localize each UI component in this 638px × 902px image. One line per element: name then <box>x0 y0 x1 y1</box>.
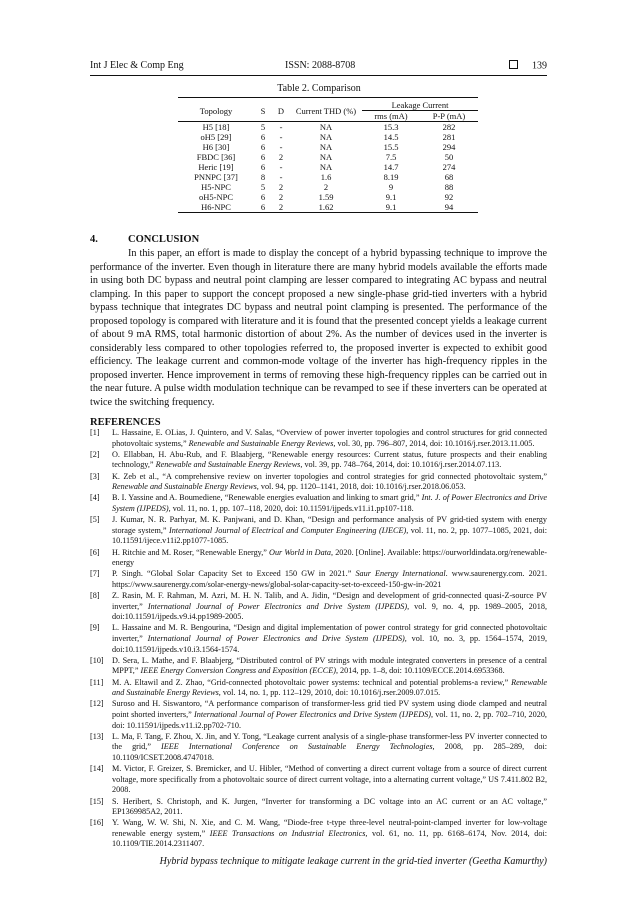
reference-number: [14] <box>90 764 104 774</box>
reference-text: Z. Rasin, M. F. Rahman, M. Azri, M. H. N. Talib, and A. Jidin, “Design and development of grid-connected quasi-Z-source PV inverter,” <box>112 591 547 611</box>
reference-number: [10] <box>90 655 104 665</box>
table-cell: NA <box>319 122 333 132</box>
reference-journal: Our World in Data <box>269 547 332 557</box>
reference-text: Suroso and H. Siswantoro, “A performance comparison of transformer-less grid tied PV system using diode clamped and neutral point shorted inverters,” <box>112 699 547 719</box>
table-cell: 88 <box>444 182 454 192</box>
table-caption: Table 2. Comparison <box>277 83 361 94</box>
reference-number: [16] <box>90 818 104 828</box>
reference-journal: Int. J. of Power Electronics and Drive System (IJPEDS) <box>112 493 547 513</box>
reference-number: [12] <box>90 699 104 709</box>
table-cell: 2 <box>278 152 284 162</box>
table-body <box>178 122 478 213</box>
table-cell: 9.1 <box>362 202 420 213</box>
table-cell: - <box>279 142 283 152</box>
reference-item <box>90 764 547 796</box>
reference-number: [13] <box>90 731 104 741</box>
table-row <box>178 182 478 192</box>
table-cell: H6 [30] <box>202 142 230 152</box>
reference-item <box>90 493 547 514</box>
table-row <box>178 152 478 162</box>
table-cell: 14.5 <box>383 132 399 142</box>
reference-details: , 2008, pp. 285–289, doi: 10.1109/ICSET.2008.4747018. <box>112 742 547 762</box>
table-cell: - <box>279 132 283 142</box>
reference-number: [7] <box>90 569 100 579</box>
page-number: 139 <box>532 60 547 72</box>
header-pp: P-P (mA) <box>432 111 466 121</box>
table-cell: FBDC [36] <box>196 152 236 162</box>
references-heading: REFERENCES <box>90 417 161 428</box>
table-row <box>178 122 478 133</box>
header-d: D <box>277 105 285 116</box>
reference-number: [1] <box>90 428 100 437</box>
header-s: S <box>260 105 266 116</box>
reference-text: M. Victor, F. Greizer, S. Bremicker, and U. Hibler, “Method of converting a direct current voltage from a source of direct current voltage, more specifically from a photovoltaic source of direct current voltage, into a alternating current voltage,” US 7.411.802 B2, 2008. <box>112 764 547 795</box>
journal-name: Int J Elec & Comp Eng <box>90 60 184 71</box>
reference-item <box>90 569 547 590</box>
reference-item <box>90 678 547 699</box>
table-row <box>178 192 478 202</box>
reference-text: L. Ma, F. Tang, F. Zhou, X. Jin, and Y. Tong, “Leakage current analysis of a single-phase transformer-less PV inverter connected to the grid,” <box>112 731 547 752</box>
table-cell: 282 <box>442 122 456 132</box>
reference-item <box>90 591 547 623</box>
reference-details: , vol. 39, pp. 748–764, 2014, doi: 10.1016/j.rser.2014.07.113. <box>300 460 502 470</box>
reference-journal: Renewable and Sustainable Energy Reviews <box>155 460 301 470</box>
issn: ISSN: 2088-8708 <box>285 60 356 71</box>
table-cell: Heric [19] <box>198 162 234 172</box>
table-cell: 1.59 <box>318 192 334 202</box>
reference-details: , vol. 10, no. 3, pp. 1564–1574, 2019, doi:10.11591/ijpeds.v10.i3.1564-1574. <box>112 634 548 654</box>
table-row <box>178 132 478 142</box>
table-cell: 6 <box>254 202 272 213</box>
reference-item <box>90 732 547 764</box>
reference-item <box>90 450 547 471</box>
reference-item <box>90 515 547 547</box>
reference-text: L. Hassaine, E. OLias, J. Quintero, and V. Salas, “Overview of power inverter topologies and control structures for grid connected photovoltaic systems,” <box>112 428 547 448</box>
table-cell: 274 <box>442 162 456 172</box>
table-cell: 92 <box>444 192 454 202</box>
reference-list <box>90 428 547 851</box>
reference-details: , vol. 94, pp. 1120–1141, 2018, doi: 10.1016/j.rser.2018.06.053. <box>256 482 466 492</box>
table-cell: 1.62 <box>290 202 362 213</box>
reference-number: [2] <box>90 449 100 459</box>
table-cell: 15.3 <box>383 122 399 132</box>
reference-text: J. Kumar, N. R. Parhyar, M. K. Panjwani, and D. Khan, “Design and performance analysis of PV grid-tied system with energy storage system,” <box>112 515 547 535</box>
comparison-table <box>178 97 478 213</box>
header-thd: Current THD (%) <box>295 105 357 116</box>
table-cell: NA <box>319 152 333 162</box>
table-cell: 6 <box>260 162 266 172</box>
header-rule <box>90 75 547 76</box>
reference-journal: Renewable and Sustainable Energy Reviews <box>112 677 547 698</box>
table-cell: 294 <box>442 142 456 152</box>
table-cell: 6 <box>260 192 266 202</box>
table-cell: NA <box>319 142 333 152</box>
page-footer: Hybrid bypass technique to mitigate leakage current in the grid-tied inverter (Geetha Kamurthy) <box>159 856 547 867</box>
table-cell: NA <box>319 162 333 172</box>
reference-text: S. Heribert, S. Christoph, and K. Jurgen, “Inverter for transforming a DC voltage into an AC current or an AC voltage,” EP1369985A2, 2011. <box>112 796 547 817</box>
reference-number: [6] <box>90 547 100 557</box>
reference-journal: IEEE Energy Conversion Congress and Exposition (ECCE) <box>140 666 336 676</box>
reference-text: M. A. Eltawil and Z. Zhao, “Grid-connected photovoltaic power systems: technical and potential problems-a review,” <box>112 677 512 687</box>
reference-text: K. Zeb et al., “A comprehensive review on inverter topologies and control strategies for grid connected photovoltaic system,” <box>112 471 547 481</box>
table-cell: H5 [18] <box>202 122 230 132</box>
table-cell: 7.5 <box>385 152 397 162</box>
comparison-table-wrap <box>178 97 478 213</box>
reference-item <box>90 656 547 677</box>
reference-journal: IEEE Transactions on Industrial Electronics <box>209 828 366 838</box>
table-cell: oH5-NPC <box>198 192 233 202</box>
reference-journal: International Journal of Power Electronics and Drive System (IJPEDS) <box>147 634 405 644</box>
reference-number: [3] <box>90 471 100 481</box>
table-cell: H5-NPC <box>201 182 231 192</box>
table-cell: 9.1 <box>385 192 397 202</box>
table-cell: NA <box>319 132 333 142</box>
table-cell: 1.6 <box>320 172 332 182</box>
reference-journal: International Journal of Power Electronics and Drive System (IJPEDS) <box>147 601 408 611</box>
table-cell: 281 <box>442 132 456 142</box>
reference-details: , 2014, pp. 1–8, doi: 10.1109/ECCE.2014.6953368. <box>335 666 505 676</box>
table-row <box>178 172 478 182</box>
table-cell: 14.7 <box>383 162 399 172</box>
reference-item <box>90 548 547 569</box>
reference-journal: International Journal of Electrical and Computer Engineering (IJECE) <box>168 525 407 535</box>
table-cell: 2 <box>278 182 284 192</box>
reference-journal: IEEE International Conference on Sustainable Energy Technologies <box>161 742 433 752</box>
conclusion-heading <box>90 234 199 245</box>
page-number-group <box>509 60 547 72</box>
table-cell: - <box>279 162 283 172</box>
table-cell: 6 <box>260 132 266 142</box>
reference-number: [15] <box>90 796 104 806</box>
table-cell: - <box>279 172 283 182</box>
reference-journal: International Journal of Power Electronics and Drive System (IJPEDS) <box>194 709 431 719</box>
reference-number: [9] <box>90 623 100 633</box>
reference-journal: Saur Energy International <box>355 569 446 579</box>
checkbox-icon <box>509 60 518 69</box>
reference-text: D. Sera, L. Mathe, and F. Blaabjerg, “Distributed control of PV strings with module integrated converters in presence of a central MPPT,” <box>112 655 547 676</box>
reference-item <box>90 699 547 731</box>
reference-number: [8] <box>90 591 100 601</box>
reference-details: , vol. 9, no. 4, pp. 1989–2005, 2018, doi:10.11591/ijpeds.v9.i4.pp1989-2005. <box>112 601 548 622</box>
table-cell: 5 <box>260 122 266 132</box>
reference-text: P. Singh. “Global Solar Capacity Set to Exceed 150 GW in 2021.” <box>112 569 356 579</box>
reference-text: L. Hassaine and M. R. Bengourina, “Design and digital implementation of power control strategy for grid connected photovoltaic inverter,” <box>112 623 547 644</box>
reference-number: [4] <box>90 493 100 503</box>
section-title: CONCLUSION <box>128 234 200 245</box>
reference-item <box>90 428 547 449</box>
conclusion-paragraph: In this paper, an effort is made to display the concept of a hybrid bypassing technique to improve the performance of the inverter. Even though in literature there are many hybrid models available the efforts made in using both DC bypass and neutral point clamping are lesser compared to integrating AC bypass and neutral clamping. In this paper to support the concept proposed a new single-phase grid-tied inverters with a hybrid bypass technique that integrates DC bypass and neutral point clamping is presented. The performance of the proposed topology is compared with literature and it is found that the presented concept yields a leakage current of about 9 mA RMS, total harmonic distortion of about 2%. As the number of devices used in the inverter is considerably less compared to other topologies referred to, the proposed inverter is expected to exhibit good efficiency. The leakage current and common-mode voltage of the inverter has high-frequency ripples in the proposed inverter. Hence improvement in terms of removing these high-frequency ripples can be carried out in the near future. A pulse width modulation technique can be revamped to see if these inverters can be operated at twice the switching frequency. <box>90 248 547 408</box>
table-cell: PNNPC [37] <box>194 172 238 182</box>
header-topology: Topology <box>199 105 233 116</box>
table-cell: 15.5 <box>383 142 399 152</box>
table-cell: 68 <box>444 172 454 182</box>
reference-item <box>90 472 547 493</box>
table-cell: 8.19 <box>383 172 399 182</box>
table-cell: - <box>279 122 283 132</box>
table-cell: 2 <box>323 182 329 192</box>
reference-details: , vol. 11, no. 2, pp. 702–710, 2020, doi: 10.11591/ijpeds.v11.i2.pp702-710. <box>112 709 547 730</box>
section-number: 4. <box>90 234 98 245</box>
reference-number: [11] <box>90 677 104 687</box>
table-cell: 2 <box>278 192 284 202</box>
reference-text: O. Ellabban, H. Abu-Rub, and F. Blaabjerg, “Renewable energy resources: Current status, future prospects and their enabling technology,” <box>112 449 547 470</box>
reference-item <box>90 797 547 818</box>
table-cell: 94 <box>420 202 478 213</box>
reference-details: , vol. 14, no. 1, pp. 112–129, 2010, doi: 10.1016/j.rser.2009.07.015. <box>218 688 441 698</box>
table-cell: 50 <box>444 152 454 162</box>
reference-text: H. Ritchie and M. Roser, “Renewable Energy,” <box>112 547 270 557</box>
table-cell: 8 <box>260 172 266 182</box>
table-cell: 2 <box>272 202 290 213</box>
reference-details: , vol. 11, no. 2, pp. 1077–1085, 2021, doi: 10.11591/ijece.v11i2.pp1077-1085. <box>112 525 547 546</box>
table-cell: 9 <box>388 182 394 192</box>
header-leakage: Leakage Current <box>362 98 478 111</box>
table-cell: oH5 [29] <box>200 132 232 142</box>
reference-details: , vol. 30, pp. 796–807, 2014, doi: 10.1016/j.rser.2013.11.005. <box>333 438 535 448</box>
table-cell: 6 <box>260 142 266 152</box>
reference-item <box>90 818 547 850</box>
table-cell: H6-NPC <box>178 202 254 213</box>
reference-journal: Renewable and Sustainable Energy Reviews <box>188 438 334 448</box>
reference-text: B. I. Yassine and A. Boumediene, “Renewable energies evaluation and linking to smart grid,” <box>112 493 422 503</box>
reference-details: , vol. 61, no. 11, pp. 6168–6174, Nov. 2014, doi: 10.1109/TIE.2014.2311407. <box>112 828 547 849</box>
table-row <box>178 162 478 172</box>
reference-text: Y. Wang, W. W. Shi, N. Xie, and C. M. Wang, “Diode-free t-type three-level neutral-point-clamped inverter for low-voltage renewable energy system,” <box>112 818 547 838</box>
header-rms: rms (mA) <box>374 111 408 121</box>
table-row <box>178 142 478 152</box>
table-cell: 6 <box>260 152 266 162</box>
reference-details: . www.saurenergy.com. 2021. https://www.saurenergy.com/solar-energy-news/global-solar-capacity-set-to-exceed-150-gw-in-2021 <box>112 569 547 589</box>
reference-details: , vol. 11, no. 1, pp. 107–118, 2020, doi: 10.11591/ijpeds.v11.i1.pp107-118. <box>168 503 414 513</box>
table-cell: 5 <box>260 182 266 192</box>
reference-item <box>90 623 547 655</box>
reference-details: , 2020. [Online]. Available: https://ourworldindata.org/renewable-energy <box>112 547 547 568</box>
reference-number: [5] <box>90 515 100 525</box>
table-row <box>178 202 478 213</box>
reference-journal: Renewable and Sustainable Energy Reviews <box>112 482 257 492</box>
